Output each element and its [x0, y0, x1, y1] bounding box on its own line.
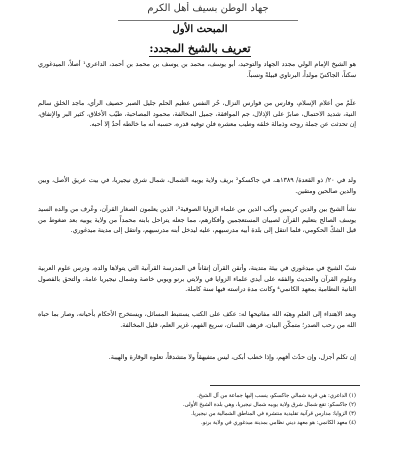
paragraph-character: علَمٌ من أعلام الإسلام، وفارس من فوارس النزال، حُر النفس عظيم الحلم جليل الصبر حصيف الرأي، ماجد الخلق سالم النية، شديد الاحتمال، صابرٌ على الإذلال، جم الموافقة، جميل المخالفة، محمود المصاحبة، طيّب الأخلاق، كثير البر والإنفاق، إن تحدثت عن جملة روحه وذمالة خلقه وطيب معشره فلن توفيه قدره، حسبه أنه ما خالطه أحدٌ إلا أحبه. — [38, 100, 356, 128]
footnote-item: (٢) جاكسكو: تقع شمال شرق ولاية يوبيه شمال نيجيريا، وهي بلدة الشيخ الأولى. — [182, 402, 356, 408]
footnote-item: (١) الداعري: هي قرية شمالي جاكسكو، ينسب إليها جماعة من آل الشيخ. — [197, 393, 356, 399]
paragraph-lineage: هو الشيخ الإمام الولي مجدد الجهاد والتوحيد، أبو يوسف، محمد بن يوسف بن محمد بن أحمد، الداعري¹ أصلاً، الميدغوري سكناً، الجاكنيّ مولداً، البرناوي قبيلةً ونسباً. — [38, 61, 356, 79]
footnote-item: (٤) معهد الكانمي: هو معهد ديني نظامي بمدينة ميدغوري في ولاية برنو. — [201, 420, 356, 426]
subject-title — [0, 42, 400, 55]
paragraph-scholarship: وبعد الاهتداء إلى العلم وهبَه الله مفاتيحها له: عكف على الكتب يستنبط المسائل، ويستخرج الأحكام بأحيانه، وصار بما حباه الله من رحب الصدر؛ متمكّن البيان، فرهف اللسان، سريع الفهم، غزير العلم، قليل المخالفة. — [38, 311, 356, 329]
subject-title-text: تعريف بالشيخ المجدد: — [149, 42, 251, 55]
paragraph-eloquence: إن تكلم أجزل، وإن حدّث أفهم، وإذا خطب أبكى، ليس متفيهقاً ولا متشدقاً، تعلوه الوقارة والهيبة. — [108, 354, 356, 361]
footnote-divider — [210, 385, 360, 386]
paragraph-birth: ولد في ٢٠/ ذو القعدة/ ١٣٨٩هـ، في جاكسكو² بريف ولاية يوبيه الشمال، شمال شرق نيجيريا، في بيت عريق الأصل، وبين والدين صالحين ومتقين. — [38, 177, 356, 195]
footnotes-list — [38, 392, 356, 428]
section-heading: المبحث الأول — [172, 24, 228, 35]
running-header: جهاد الوطن بسيف أهل الكرم — [118, 2, 298, 21]
paragraph-upbringing: نشأ الشيخ بين والدين كريمين وأكب الدين من علماء الزوايا الصوفية³، الذين يعلمون الصغار القرآن، وعُرف من والده السيد يوسف الصالح بتعليم القرآن لصبيان المستعجمين وأفكارهم، مما جعله يتراحل بابنه محمداً من ولاية يوبيه بعد ضغوط من قبل الشكّ الحكومي، فلما انتقل إلى بلدة أبيه مدرسيهم، عليه ليدخل أبنه مدرسيهم، وانتقل إلى مدينة ميدغوري. — [38, 206, 356, 234]
footnote-item: (٣) الزوايا: مدارس قرآنية تقليدية منتشرة في المناطق الشمالية من نيجيريا. — [191, 411, 356, 417]
paragraph-education: شبّ الشيخ في ميدغوري في بيئة متدينة، وأتقن القرآن إتقاناً في المدرسة القرآنية التي يتولاها والده، ودرس علوم العربية وعلوم القرآن والحديث والفقه على أيدي علماء الزوايا في ولايتي برنو ويوبي خاصة وشمال نيجيريا عامة، والتحق بالفصول الثانية النظامية بمعهد الكانمي⁴ وكانت مدة دراسته فيها سنة كاملة. — [38, 265, 356, 293]
